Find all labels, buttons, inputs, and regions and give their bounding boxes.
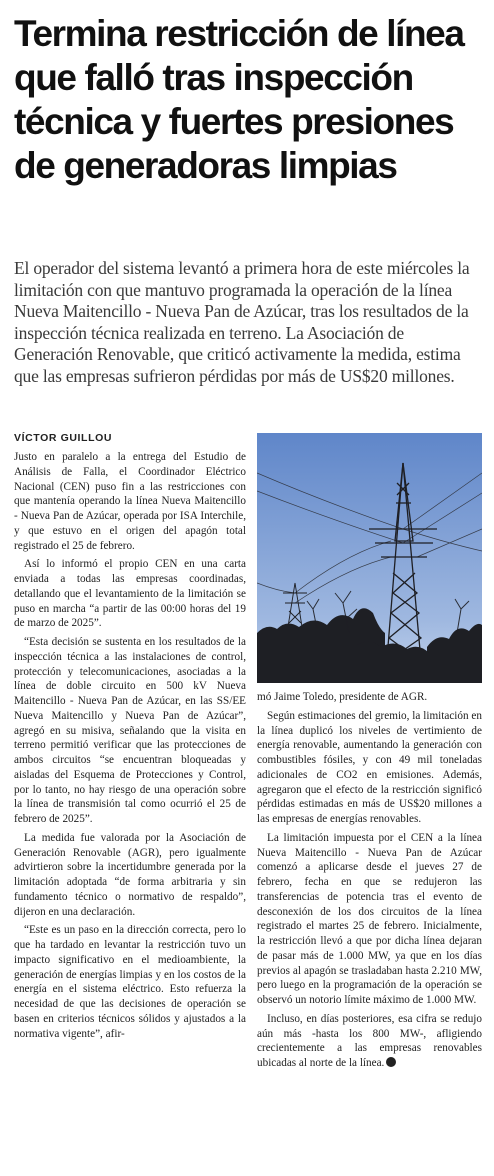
body-paragraph: “Este es un paso en la dirección correcta, pero lo que ha tardado en levantar la restricción tuvo un impacto significativo en el medioambiente, la generación de energías limpias y en los costos de la energía en el sistema eléctrico. Esto refuerza la necesidad de que las decisiones de operación se basen en criterios técnicos sólidos y ajustados a la normativa vigente”, afir- — [14, 924, 246, 1040]
body-paragraph: Así lo informó el propio CEN en una carta enviada a todas las empresas coordinadas, detallando que el levantamiento de la limitación se puso en marcha “a partir de las 00:00 horas del 19 de marzo de 2025”. — [14, 558, 246, 630]
photo-image — [257, 433, 482, 683]
right-column — [257, 690, 482, 1075]
body-paragraph: La medida fue valorada por la Asociación de Generación Renovable (AGR), pero igualmente advirtieron sobre la incertidumbre generada por la limitación adoptada “de forma arbitraria y sin fundamento técnico o normativo de respaldo”, dijeron en una declaración. — [14, 831, 246, 918]
transmission-towers-photo — [257, 433, 482, 683]
headline: Termina restricción de línea que falló tras inspección técnica y fuertes presiones de generadoras limpias — [14, 13, 464, 186]
body-paragraph-last — [257, 1012, 482, 1071]
body-paragraph: Según estimaciones del gremio, la limitación en la línea duplicó los niveles de vertimiento de energía renovable, aumentando la generación con combustibles fósiles, y con 49 mil toneladas adicionales de CO2 en emisiones. Además, agregaron que el efecto de la restricción significó pérdidas estimadas en más de US$20 millones a las empresas de energías renovables. — [257, 709, 482, 825]
continued-text: mó Jaime Toledo, presidente de AGR. — [257, 691, 428, 703]
body-paragraph: Justo en paralelo a la entrega del Estudio de Análisis de Falla, el Coordinador Eléctrico Nacional (CEN) puso fin a las restricciones con que mantenía operando la línea Nueva Maitencillo - Nueva Pan de Azúcar, operada por ISA Interchile, y que estuvo en el origen del apagón total registrado el 25 de febrero. — [14, 451, 246, 552]
end-of-article-icon — [386, 1057, 396, 1067]
body-paragraph-text: Incluso, en días posteriores, esa cifra se redujo aún más -hasta los 800 MW-, afligiendo crecientemente a las empresas renovables ubicadas al norte de la línea. — [257, 1012, 482, 1069]
body-paragraph: “Esta decisión se sustenta en los resultados de la inspección técnica a las instalaciones de control, protección y telecomunicaciones, asociadas a la línea de doble circuito en 500 kV Nueva Maitencillo - Nueva Pan de Azúcar, en las SS/EE Nueva Maitencillo y Nueva Pan de Azúcar”, agregó en su misiva, señalando que la visita en terreno permitió verificar que las protecciones de ambos circuitos “se encuentran bloqueadas y aisladas del Esquema de Protecciones y Control, por lo tanto, no hay riesgo de una operación sobre la línea de transmisión tal como ocurrió el 25 de febrero de 2025”. — [14, 636, 246, 825]
body-paragraph: La limitación impuesta por el CEN a la línea Nueva Maitencillo - Nueva Pan de Azúcar comenzó a aplicarse desde el jueves 27 de febrero, fecha en que se redujeron las transferencias de potencia tras el evento de desconexión de los dos circuitos de la línea registrado el martes 25 de febrero. Inicialmente, la restricción llevó a que por dicha línea dejaran de pasar más de 1.000 MW, ya que en los días previos al apagón se trasladaban hasta 2.210 MW, pero luego en la programación de la operación se observó un notorio límite máximo de 1.000 MW. — [257, 831, 482, 1006]
left-column — [14, 450, 246, 1045]
deck-summary: El operador del sistema levantó a primera hora de este miércoles la limitación con que mantuvo programada la operación de la línea Nueva Maitencillo - Nueva Pan de Azúcar, tras los resultados de la inspección técnica realizada en terreno. La Asociación de Generación Renovable, que criticó activamente la medida, estima que las empresas sufrieron pérdidas por más de US$20 millones. — [14, 258, 470, 386]
byline: VÍCTOR GUILLOU — [14, 432, 113, 444]
